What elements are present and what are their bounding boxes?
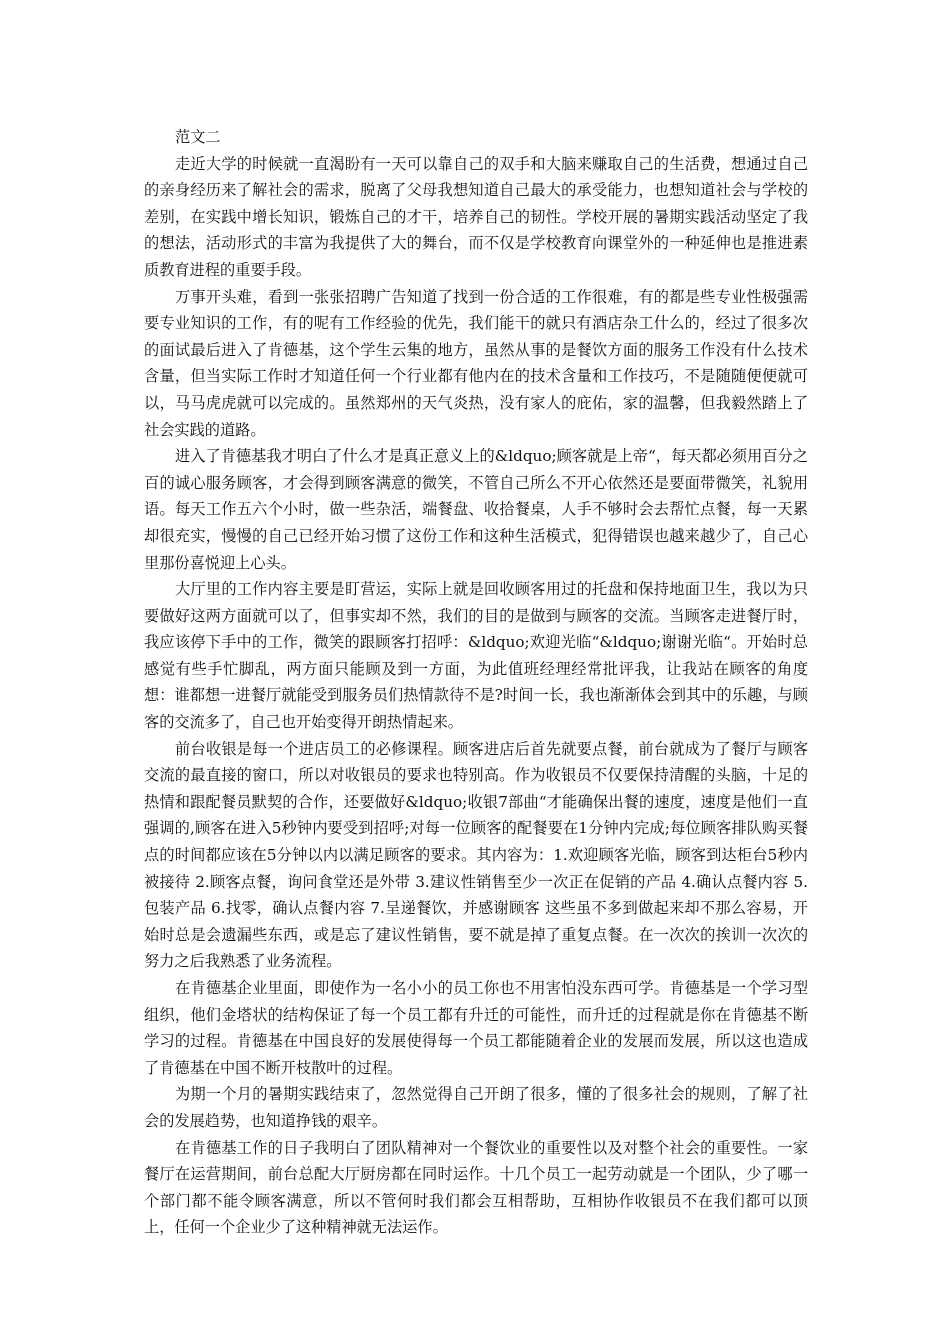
paragraph-teamwork: 在肯德基工作的日子我明白了团队精神对一个餐饮业的重要性以及对整个社会的重要性。一家餐厅在运营期间，前台总配大厅厨房都在同时运作。十几个员工一起劳动就是一个团队，少了哪一个部门都不能令顾客满意，所以不管何时我们都会互相帮助，互相协作收银员不在我们都可以顶上，任何一个企业少了这种精神就无法运作。 bbox=[144, 1138, 808, 1237]
paragraph-cashier: 前台收银是每一个进店员工的必修课程。顾客进店后首先就要点餐，前台就成为了餐厅与顾客交流的最直接的窗口，所以对收银员的要求也特别高。作为收银员不仅要保持清醒的头脑，十足的热情和跟配餐员默契的合作，还要做好&ldquo;收银7部曲“才能确保出餐的速度，速度是他们一直强调的,顾客在进入5秒钟内要受到招呼;对每一位顾客的配餐要在1分钟内完成;每位顾客排队购买餐点的时间都应该在5分钟以内以满足顾客的要求。其内容为：1.欢迎顾客光临，顾客到达柜台5秒内被接待 2.顾客点餐，询问食堂还是外带 3.建议性销售至少一次正在促销的产品 4.确认点餐内容 5.包装产品 6.找零，确认点餐内容 7.呈递餐饮，并感谢顾客 这些虽不多到做起来却不那么容易，开始时总是会遗漏些东西，或是忘了建议性销售，要不就是掉了重复点餐。在一次次的挨训一次次的努力之后我熟悉了业务流程。 bbox=[144, 739, 808, 971]
paragraph-learning: 在肯德基企业里面，即使作为一名小小的员工你也不用害怕没东西可学。肯德基是一个学习型组织，他们金塔状的结构保证了每一个员工都有升迁的可能性，而升迁的过程就是你在肯德基不断学习的过程。肯德基在中国良好的发展使得每一个员工都能随着企业的发展而发展，所以这也造成了肯德基在中国不断开枝散叶的过程。 bbox=[144, 979, 808, 1077]
paragraph-lobby-work: 大厅里的工作内容主要是盯营运，实际上就是回收顾客用过的托盘和保持地面卫生，我以为只要做好这两方面就可以了，但事实却不然，我们的目的是做到与顾客的交流。当顾客走进餐厅时，我应该停下手中的工作，微笑的跟顾客打招呼：&ldquo;欢迎光临“&ldquo;谢谢光临“。开始时总感觉有些手忙脚乱，两方面只能顾及到一方面，为此值班经理经常批评我，让我站在顾客的角度想：谁都想一进餐厅就能受到服务员们热情款待不是?时间一长，我也渐渐体会到其中的乐趣，与顾客的交流多了，自己也开始变得开朗热情起来。 bbox=[144, 580, 808, 732]
paragraph-job-search: 万事开头难，看到一张张招聘广告知道了找到一份合适的工作很难，有的都是些专业性极强需要专业知识的工作，有的呢有工作经验的优先，我们能干的就只有酒店杂工什么的，经过了很多次的面试最后进入了肯德基，这个学生云集的地方，虽然从事的是餐饮方面的服务工作没有什么技术含量，但当实际工作时才知道任何一个行业都有他内在的技术含量和工作技巧，不是随随便便就可以，马马虎虎就可以完成的。虽然郑州的天气炎热，没有家人的庇佑，家的温馨，但我毅然踏上了社会实践的道路。 bbox=[144, 287, 808, 439]
paragraph-intro: 走近大学的时候就一直渴盼有一天可以靠自己的双手和大脑来赚取自己的生活费，想通过自己的亲身经历来了解社会的需求，脱离了父母我想知道自己最大的承受能力，也想知道社会与学校的差别，在实践中增长知识，锻炼自己的才干，培养自己的韧性。学校开展的暑期实践活动坚定了我的想法，活动形式的丰富为我提供了大的舞台，而不仅是学校教育向课堂外的一种延伸也是推进素质教育进程的重要手段。 bbox=[144, 154, 808, 279]
document-title: 范文二 bbox=[175, 128, 221, 146]
paragraph-conclusion: 为期一个月的暑期实践结束了，忽然觉得自己开朗了很多，懂的了很多社会的规则，了解了社会的发展趋势，也知道挣钱的艰辛。 bbox=[144, 1085, 808, 1130]
paragraph-customer-service: 进入了肯德基我才明白了什么才是真正意义上的&ldquo;顾客就是上帝“，每天都必须用百分之百的诚心服务顾客，才会得到顾客满意的微笑，不管自己所么不开心依然还是要面带微笑，礼貌用语。每天工作五六个小时，做一些杂活，端餐盘、收拾餐桌，人手不够时会去帮忙点餐，每一天累却很充实，慢慢的自己已经开始习惯了这份工作和这种生活模式，犯得错误也越来越少了，自己心里那份喜悦迎上心头。 bbox=[144, 447, 808, 572]
document-body bbox=[144, 124, 808, 1241]
